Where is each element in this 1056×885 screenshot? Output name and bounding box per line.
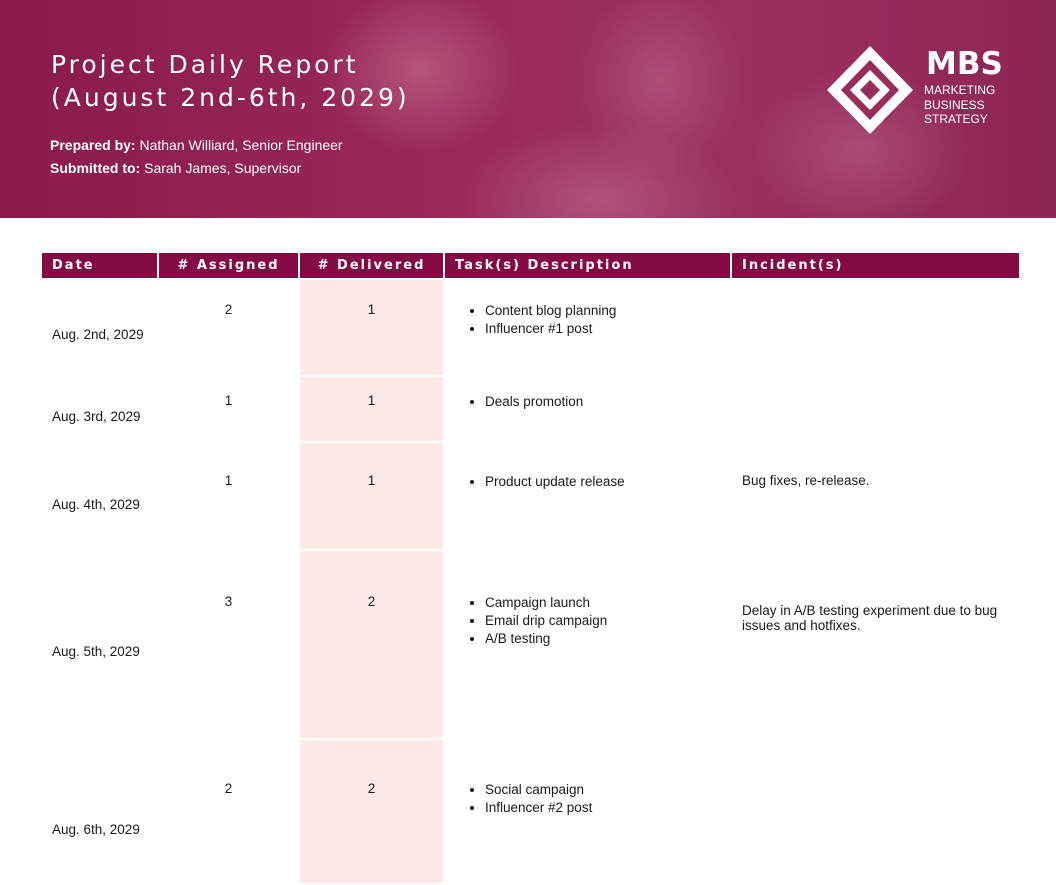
page-title — [51, 48, 410, 114]
column-header-date: Date — [42, 253, 157, 278]
delivered-cell: 1 — [300, 377, 443, 443]
table-header-row — [42, 253, 1019, 278]
task-list — [455, 594, 720, 648]
prepared-by — [50, 134, 343, 157]
assigned-cell: 2 — [224, 781, 233, 796]
task-item: • Email drip campaign — [485, 612, 720, 630]
incident-cell — [732, 377, 1019, 443]
task-item: • Influencer #1 post — [485, 320, 720, 338]
title-line-1: Project Daily Report — [51, 50, 359, 79]
logo-subtitle — [924, 83, 995, 127]
task-item: • Influencer #2 post — [485, 799, 720, 817]
task-list — [455, 781, 720, 817]
task-list — [455, 473, 720, 491]
delivered-cell: 1 — [300, 443, 443, 551]
tasks-cell — [445, 377, 730, 443]
task-item: • Content blog planning — [485, 302, 720, 320]
incident-cell — [732, 740, 1019, 885]
date-cell: Aug. 6th, 2029 — [52, 822, 140, 837]
assigned-cell: 1 — [224, 473, 233, 488]
report-meta — [50, 134, 343, 180]
assigned-cell: 1 — [224, 393, 233, 408]
incident-cell: Bug fixes, re-release. — [742, 473, 870, 488]
prepared-by-label: Prepared by: — [50, 137, 136, 153]
assigned-cell: 3 — [224, 594, 233, 609]
header-banner — [0, 0, 1056, 218]
delivered-cell: 2 — [300, 551, 443, 740]
date-cell: Aug. 2nd, 2029 — [52, 327, 144, 342]
table-row — [42, 377, 1019, 443]
submitted-to — [50, 157, 343, 180]
logo-subtitle-line: MARKETING — [924, 83, 996, 97]
table-row — [42, 740, 1019, 885]
tasks-cell — [445, 443, 730, 551]
date-cell: Aug. 4th, 2029 — [52, 496, 140, 512]
delivered-cell: 1 — [300, 280, 443, 377]
incident-cell — [732, 280, 1019, 377]
task-item: • Deals promotion — [485, 393, 720, 411]
assigned-cell: 2 — [224, 302, 233, 317]
column-header-delivered: # Delivered — [300, 253, 443, 278]
report-table — [40, 253, 1021, 885]
logo-name: MBS — [926, 46, 1003, 82]
table-row — [42, 443, 1019, 551]
logo-subtitle-line: STRATEGY — [924, 112, 988, 126]
task-list — [455, 302, 720, 338]
tasks-cell — [445, 280, 730, 377]
tasks-cell — [445, 551, 730, 740]
diamond-logo-icon — [826, 45, 914, 135]
submitted-to-label: Submitted to: — [50, 160, 141, 176]
date-cell: Aug. 3rd, 2029 — [52, 408, 141, 424]
delivered-cell: 2 — [300, 740, 443, 885]
prepared-by-value: Nathan Williard, Senior Engineer — [139, 137, 343, 153]
table-row — [42, 551, 1019, 740]
task-item: • A/B testing — [485, 630, 720, 648]
logo-subtitle-line: BUSINESS — [924, 97, 985, 112]
table-row — [42, 280, 1019, 377]
date-cell: Aug. 5th, 2029 — [52, 644, 140, 659]
company-logo — [826, 45, 1016, 135]
task-item: • Campaign launch — [485, 594, 720, 612]
title-line-2: (August 2nd-6th, 2029) — [51, 83, 410, 112]
task-list — [455, 393, 720, 411]
task-item: • Product update release — [485, 473, 720, 491]
column-header-incidents: Incident(s) — [732, 253, 1019, 278]
incident-cell: Delay in A/B testing experiment due to bug issues and hotfixes. — [742, 603, 998, 633]
column-header-tasks: Task(s) Description — [445, 253, 730, 278]
submitted-to-value: Sarah James, Supervisor — [144, 160, 302, 176]
tasks-cell — [445, 740, 730, 885]
column-header-assigned: # Assigned — [159, 253, 298, 278]
task-item: • Social campaign — [485, 781, 720, 799]
